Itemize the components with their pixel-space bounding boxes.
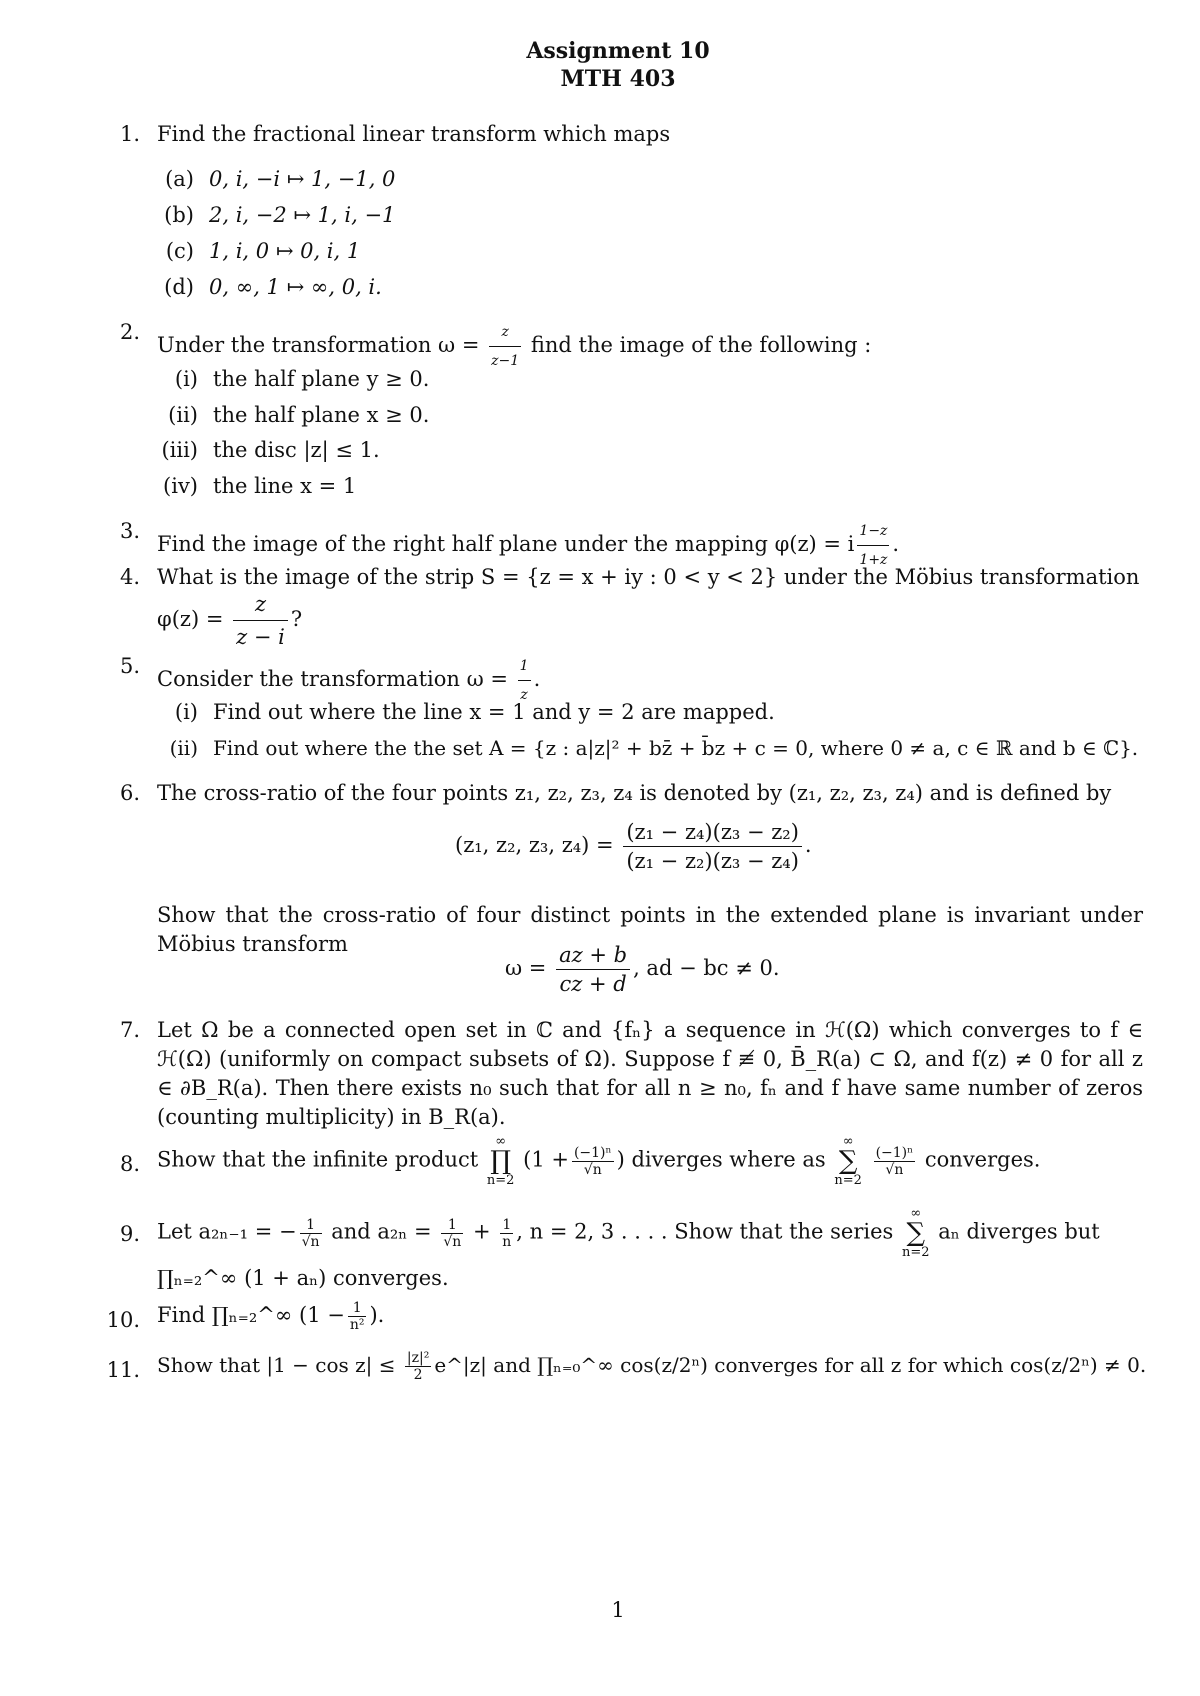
fraction-numerator: |z|²	[406, 1350, 430, 1366]
fraction-denominator: (z₁ − z₂)(z₃ − z₄)	[626, 849, 799, 873]
fraction	[572, 1145, 614, 1178]
problem-tail: .	[892, 532, 900, 556]
problem-text: What is the image of the strip S = {z = x + iy : 0 < y < 2} under the Möbius transformation	[157, 565, 1140, 589]
sum-operator	[834, 1135, 862, 1187]
part-label: (a)	[165, 167, 194, 191]
fraction-denominator: √n	[583, 1161, 602, 1178]
page-number: 1	[611, 1598, 625, 1622]
part-text: the half plane x ≥ 0.	[213, 403, 430, 427]
fraction-numerator: 1	[300, 1217, 322, 1234]
problem-text: ∏ₙ₌₂^∞ (1 + aₙ) converges.	[157, 1266, 449, 1290]
paren-open: (1 +	[523, 1147, 569, 1172]
course-code: MTH 403	[560, 66, 676, 92]
assignment-title: Assignment 10	[526, 38, 710, 64]
part-text: the line x = 1	[213, 474, 357, 498]
equation-tail: .	[804, 833, 812, 857]
problem-tail: .	[533, 667, 541, 691]
problem-number: 4.	[119, 565, 140, 589]
problem-number: 11.	[106, 1358, 140, 1382]
problem-6-statement: Show that the cross-ratio of four distinct points in the extended plane is invariant under Möbius transform	[157, 903, 1143, 956]
problem-lead: Consider the transformation ω =	[157, 667, 508, 691]
text-segment: and a₂ₙ =	[331, 1219, 432, 1244]
part-label: (iv)	[163, 474, 198, 498]
fraction	[489, 318, 521, 375]
fraction-numerator: az + b	[556, 943, 630, 970]
sum-upper: ∞	[842, 1134, 854, 1149]
fraction-denominator: n²	[349, 1317, 365, 1333]
fraction-numerator: 1	[518, 652, 531, 681]
product-upper: ∞	[495, 1134, 507, 1149]
fraction-denominator: √n	[301, 1233, 320, 1250]
problem-tail: converges.	[924, 1147, 1041, 1172]
text-segment: Let a₂ₙ₋₁ = −	[157, 1219, 297, 1244]
problem-lead: Find ∏ₙ₌₂^∞ (1 −	[157, 1303, 345, 1327]
cross-ratio-equation	[455, 820, 812, 873]
fraction-denominator: √n	[885, 1161, 904, 1178]
fraction	[874, 1145, 916, 1178]
fraction	[441, 1217, 463, 1250]
part-label: (i)	[174, 700, 198, 724]
sum-lower: n=2	[902, 1245, 930, 1260]
problem-text	[157, 1207, 1100, 1259]
equation-lhs: ω =	[505, 956, 547, 980]
problem-lead: Find the image of the right half plane under the mapping φ(z) = i	[157, 532, 855, 556]
fraction-numerator: 1	[441, 1217, 463, 1234]
part-text: 1, i, 0 ↦ 0, i, 1	[209, 239, 361, 263]
part-text: the disc |z| ≤ 1.	[213, 438, 380, 462]
fraction	[500, 1217, 513, 1250]
problem-number: 5.	[119, 654, 140, 678]
fraction-numerator: 1	[348, 1300, 367, 1317]
part-label: (ii)	[169, 736, 198, 760]
equation-lhs: (z₁, z₂, z₃, z₄) =	[455, 833, 614, 857]
part-label: (c)	[165, 239, 194, 263]
fraction	[405, 1350, 431, 1383]
fraction-numerator: (−1)ⁿ	[573, 1144, 612, 1161]
problem-lead: Under the transformation ω =	[157, 333, 480, 357]
fraction-denominator: z	[520, 687, 528, 703]
part-text: the half plane y ≥ 0.	[213, 367, 430, 391]
fraction-denominator: 2	[413, 1367, 423, 1383]
equation-tail: , ad − bc ≠ 0.	[633, 956, 780, 980]
problem-number: 1.	[119, 122, 140, 146]
problem-number: 10.	[106, 1308, 140, 1332]
problem-lead: Show that the infinite product	[157, 1147, 479, 1172]
part-label: (iii)	[161, 438, 198, 462]
fraction-numerator: (−1)ⁿ	[875, 1144, 914, 1161]
part-text: Find out where the the set A = {z : a|z|² + bz̄ + b̄z + c = 0, where 0 ≠ a, c ∈ ℝ and b ∈ ℂ}.	[213, 736, 1139, 760]
formula	[157, 590, 302, 651]
part-label: (d)	[164, 275, 194, 299]
part-label: (i)	[174, 367, 198, 391]
fraction-denominator: 1+z	[859, 552, 888, 568]
fraction-numerator: z	[489, 318, 521, 347]
problem-text: The cross-ratio of the four points z₁, z₂, z₃, z₄ is denoted by (z₁, z₂, z₃, z₄) and is defined by	[157, 781, 1112, 805]
fraction-denominator: z−1	[491, 353, 520, 369]
problem-lead: Show that |1 − cos z| ≤	[157, 1353, 396, 1377]
sum-lower: n=2	[834, 1173, 862, 1188]
part-text: 0, i, −i ↦ 1, −1, 0	[209, 167, 396, 191]
sum-symbol: ∑	[906, 1218, 926, 1248]
sum-symbol: ∑	[838, 1146, 858, 1176]
part-text: 2, i, −2 ↦ 1, i, −1	[209, 203, 396, 227]
formula-lhs: φ(z) =	[157, 607, 224, 631]
text-segment: +	[472, 1219, 491, 1244]
problem-text	[157, 1135, 1040, 1187]
text-segment: , n = 2, 3 . . . . Show that the series	[516, 1219, 894, 1244]
problem-tail: find the image of the following :	[530, 333, 872, 357]
problem-tail: e^|z| and ∏ₙ₌₀^∞ cos(z/2ⁿ) converges for all z for which cos(z/2ⁿ) ≠ 0.	[434, 1353, 1147, 1377]
part-label: (b)	[164, 203, 194, 227]
problem-text: Find the fractional linear transform which maps	[157, 122, 671, 146]
text-segment: aₙ diverges but	[938, 1219, 1100, 1244]
fraction-numerator: z	[233, 590, 288, 621]
fraction-numerator: 1	[500, 1217, 513, 1234]
fraction	[348, 1300, 367, 1333]
problem-number: 2.	[119, 320, 140, 344]
formula-tail: ?	[290, 607, 303, 631]
fraction-denominator: n	[502, 1233, 512, 1250]
fraction	[623, 820, 802, 873]
problem-middle: diverges where as	[631, 1147, 826, 1172]
mobius-equation	[505, 943, 780, 996]
problem-tail: ).	[369, 1303, 385, 1327]
product-symbol: ∏	[490, 1146, 512, 1176]
part-text: Find out where the line x = 1 and y = 2 are mapped.	[213, 700, 775, 724]
part-label: (ii)	[168, 403, 198, 427]
problem-number: 6.	[119, 781, 140, 805]
part-text: 0, ∞, 1 ↦ ∞, 0, i.	[209, 275, 382, 299]
fraction	[556, 943, 630, 996]
problem-number: 9.	[119, 1222, 140, 1246]
problem-text	[157, 1350, 1146, 1383]
fraction-denominator: cz + d	[559, 972, 627, 996]
product-lower: n=2	[486, 1173, 515, 1188]
fraction	[233, 590, 288, 651]
problem-number: 8.	[119, 1152, 140, 1176]
fraction-denominator: √n	[443, 1233, 462, 1250]
problem-7-text: Let Ω be a connected open set in ℂ and {fₙ} a sequence in ℋ(Ω) which converges to f ∈ ℋ(Ω) (uniformly on compact subsets of Ω). Suppose f ≢ 0, B̄_R(a) ⊂ Ω, and f(z) ≠ 0 for all z ∈ ∂B_R(a). Then there exists n₀ such that for all n ≥ n₀, fₙ and f have same number of zeros (counting multiplicity) in B_R(a).	[157, 1018, 1143, 1129]
problem-number: 7.	[119, 1018, 140, 1042]
fraction-numerator: (z₁ − z₄)(z₃ − z₂)	[623, 820, 802, 847]
sum-upper: ∞	[910, 1206, 922, 1221]
product-operator	[487, 1135, 515, 1187]
paren-close: )	[616, 1147, 625, 1172]
fraction-denominator: z − i	[236, 625, 285, 649]
fraction-numerator: 1−z	[857, 517, 889, 546]
fraction	[300, 1217, 322, 1250]
problem-text	[157, 1300, 384, 1333]
problem-number: 3.	[119, 519, 140, 543]
sum-operator	[902, 1207, 930, 1259]
